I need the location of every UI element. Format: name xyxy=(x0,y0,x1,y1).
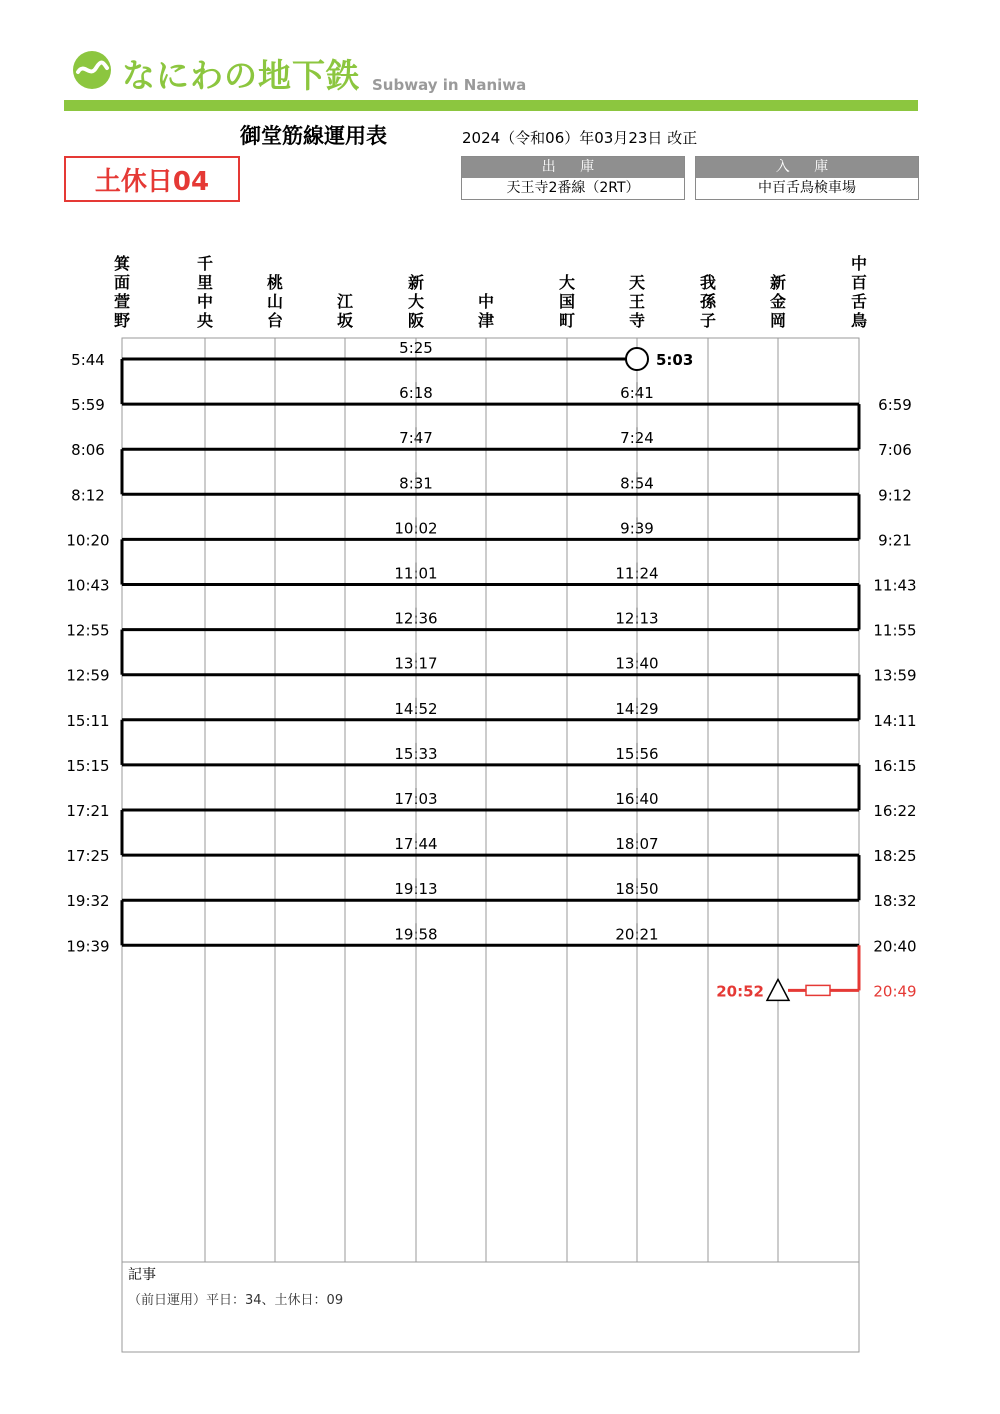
end-arrive-time: 20:52 xyxy=(716,982,764,1001)
station-header: 新 大 阪 xyxy=(407,273,424,330)
south-terminal-time: 6:59 xyxy=(878,396,912,415)
north-terminal-time: 12:55 xyxy=(66,621,110,640)
tennoji-time: 18:50 xyxy=(615,880,659,899)
start-time: 5:03 xyxy=(656,351,694,369)
station-header: 新 金 岡 xyxy=(769,273,786,330)
south-terminal-time: 11:55 xyxy=(873,621,917,640)
arrive-label: 入 庫 xyxy=(696,157,918,178)
north-terminal-time: 5:44 xyxy=(71,351,105,369)
tennoji-time: 20:21 xyxy=(615,925,659,944)
notes-title: 記事 xyxy=(128,1267,156,1283)
station-header: 桃 山 台 xyxy=(266,273,283,330)
south-terminal-time: 13:59 xyxy=(873,666,917,685)
station-header: 中 百 舌 鳥 xyxy=(850,254,867,330)
shin-osaka-time: 7:47 xyxy=(399,429,433,448)
south-terminal-time: 20:40 xyxy=(873,937,917,956)
depart-label: 出 庫 xyxy=(462,157,684,178)
depart-circle-icon xyxy=(626,348,648,370)
north-terminal-time: 17:25 xyxy=(66,847,110,866)
tennoji-time: 9:39 xyxy=(620,519,654,538)
station-header: 我 孫 子 xyxy=(699,273,716,330)
shin-osaka-time: 19:13 xyxy=(394,880,438,899)
arrive-value: 中百舌鳥検車場 xyxy=(758,180,856,196)
shin-osaka-time: 17:03 xyxy=(394,790,438,808)
depart-value: 天王寺2番線（2RT） xyxy=(506,180,640,196)
shin-osaka-time: 6:18 xyxy=(399,384,433,403)
tennoji-time: 18:07 xyxy=(615,835,659,854)
shin-osaka-time: 5:25 xyxy=(399,339,433,357)
north-terminal-time: 19:32 xyxy=(66,892,110,911)
deadhead-marker-icon xyxy=(806,985,830,995)
north-terminal-time: 10:43 xyxy=(66,576,110,595)
north-terminal-time: 15:11 xyxy=(66,711,110,730)
tennoji-time: 14:29 xyxy=(615,699,659,718)
station-header: 大 国 町 xyxy=(558,273,575,330)
tennoji-time: 7:24 xyxy=(620,429,654,448)
tennoji-time: 6:41 xyxy=(620,384,654,403)
station-header: 江 坂 xyxy=(336,292,353,330)
north-terminal-time: 10:20 xyxy=(66,531,110,550)
shin-osaka-time: 15:33 xyxy=(394,744,438,763)
north-terminal-time: 17:21 xyxy=(66,802,110,820)
north-terminal-time: 19:39 xyxy=(66,937,110,956)
brand-name: なにわの地下鉄 xyxy=(122,56,360,95)
station-header: 中 津 xyxy=(477,292,494,330)
arrive-triangle-icon xyxy=(767,979,789,1000)
shin-osaka-time: 13:17 xyxy=(394,654,438,673)
south-terminal-time: 18:32 xyxy=(873,892,917,911)
station-header: 千 里 中 央 xyxy=(196,254,213,330)
end-depart-time: 20:49 xyxy=(873,982,917,1001)
tennoji-time: 8:54 xyxy=(620,474,654,493)
north-terminal-time: 15:15 xyxy=(66,756,110,775)
south-terminal-time: 16:22 xyxy=(873,802,917,820)
operation-number-badge: 土休日04 xyxy=(64,156,240,202)
north-terminal-time: 8:12 xyxy=(71,486,105,505)
grid-frame xyxy=(122,338,859,1352)
north-terminal-time: 5:59 xyxy=(71,396,105,415)
south-terminal-time: 7:06 xyxy=(878,441,912,460)
notes-text: （前日運用）平日：34、土休日：09 xyxy=(128,1293,344,1308)
south-terminal-time: 9:21 xyxy=(878,531,912,550)
shin-osaka-time: 10:02 xyxy=(394,519,438,538)
south-terminal-time: 16:15 xyxy=(873,756,917,775)
north-terminal-time: 12:59 xyxy=(66,666,110,685)
tennoji-time: 11:24 xyxy=(615,564,659,583)
shin-osaka-time: 11:01 xyxy=(394,564,438,583)
revision-date: 2024（令和06）年03月23日 改正 xyxy=(462,129,698,147)
south-terminal-time: 18:25 xyxy=(873,847,917,866)
tennoji-time: 12:13 xyxy=(615,609,659,628)
shin-osaka-time: 12:36 xyxy=(394,609,438,628)
shin-osaka-time: 19:58 xyxy=(394,925,438,944)
south-terminal-time: 9:12 xyxy=(878,486,912,505)
station-header: 箕 面 萱 野 xyxy=(113,254,130,330)
south-terminal-time: 14:11 xyxy=(873,711,917,730)
station-header: 天 王 寺 xyxy=(628,273,645,330)
south-terminal-time: 11:43 xyxy=(873,576,917,595)
shin-osaka-time: 8:31 xyxy=(399,474,433,493)
page-title: 御堂筋線運用表 xyxy=(240,124,387,148)
shin-osaka-time: 14:52 xyxy=(394,699,438,718)
tennoji-time: 16:40 xyxy=(615,790,659,808)
tennoji-time: 15:56 xyxy=(615,744,659,763)
shin-osaka-time: 17:44 xyxy=(394,835,438,854)
brand-subtitle: Subway in Naniwa xyxy=(372,76,527,94)
north-terminal-time: 8:06 xyxy=(71,441,105,460)
tennoji-time: 13:40 xyxy=(615,654,659,673)
